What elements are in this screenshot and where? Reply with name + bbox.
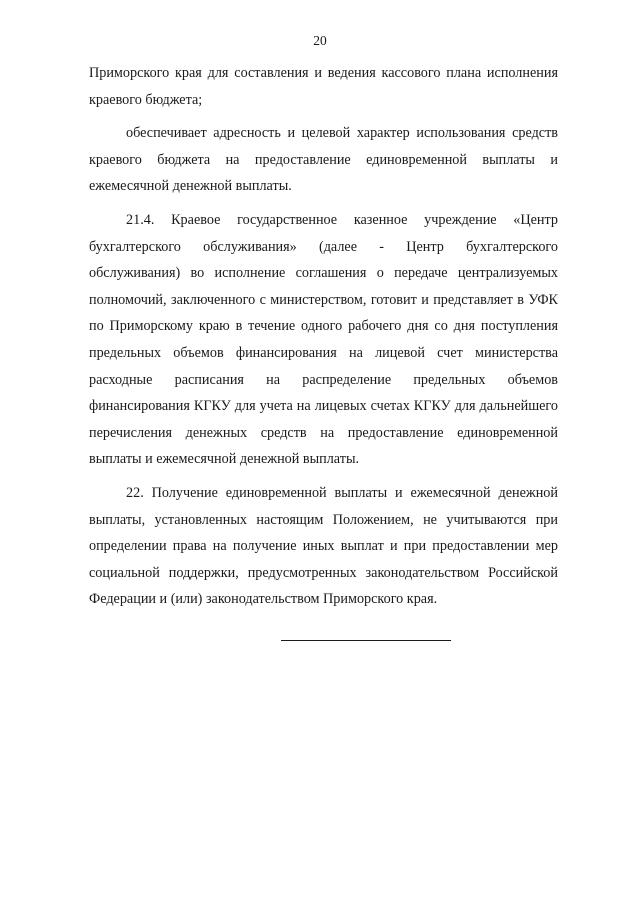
paragraph-continuation: Приморского края для составления и ведения кассового плана исполнения краевого бюджета;	[89, 65, 558, 108]
end-separator-line	[281, 640, 451, 641]
paragraph-targeted-use: обеспечивает адресность и целевой характер использования средств краевого бюджета на предоставление единовременной выплаты и ежемесячной денежной выплаты.	[89, 125, 558, 195]
paragraph-clause-22: 22. Получение единовременной выплаты и ежемесячной денежной выплаты, установленных настоящим Положением, не учитываются при определении права на получение иных выплат и при предоставлении мер социальной поддержки, предусмотренных законодательством Российской Федерации и (или) законодательством Приморского края.	[89, 484, 558, 608]
page-number: 20	[313, 33, 327, 48]
paragraph-clause-21-4: 21.4. Краевое государственное казенное учреждение «Центр бухгалтерского обслуживания» (далее - Центр бухгалтерского обслуживания) во исполнение соглашения о передаче централизуемых полномочий, заключенного с министерством, готовит и представляет в УФК по Приморскому краю в течение одного рабочего дня со дня поступления предельных объемов финансирования на лицевой счет министерства расходные расписания на распределение предельных объемов финансирования КГКУ для учета на лицевых счетах КГКУ для дальнейшего перечисления денежных средств на предоставление единовременной выплаты и ежемесячной денежной выплаты.	[89, 211, 558, 468]
document-body	[89, 60, 558, 620]
